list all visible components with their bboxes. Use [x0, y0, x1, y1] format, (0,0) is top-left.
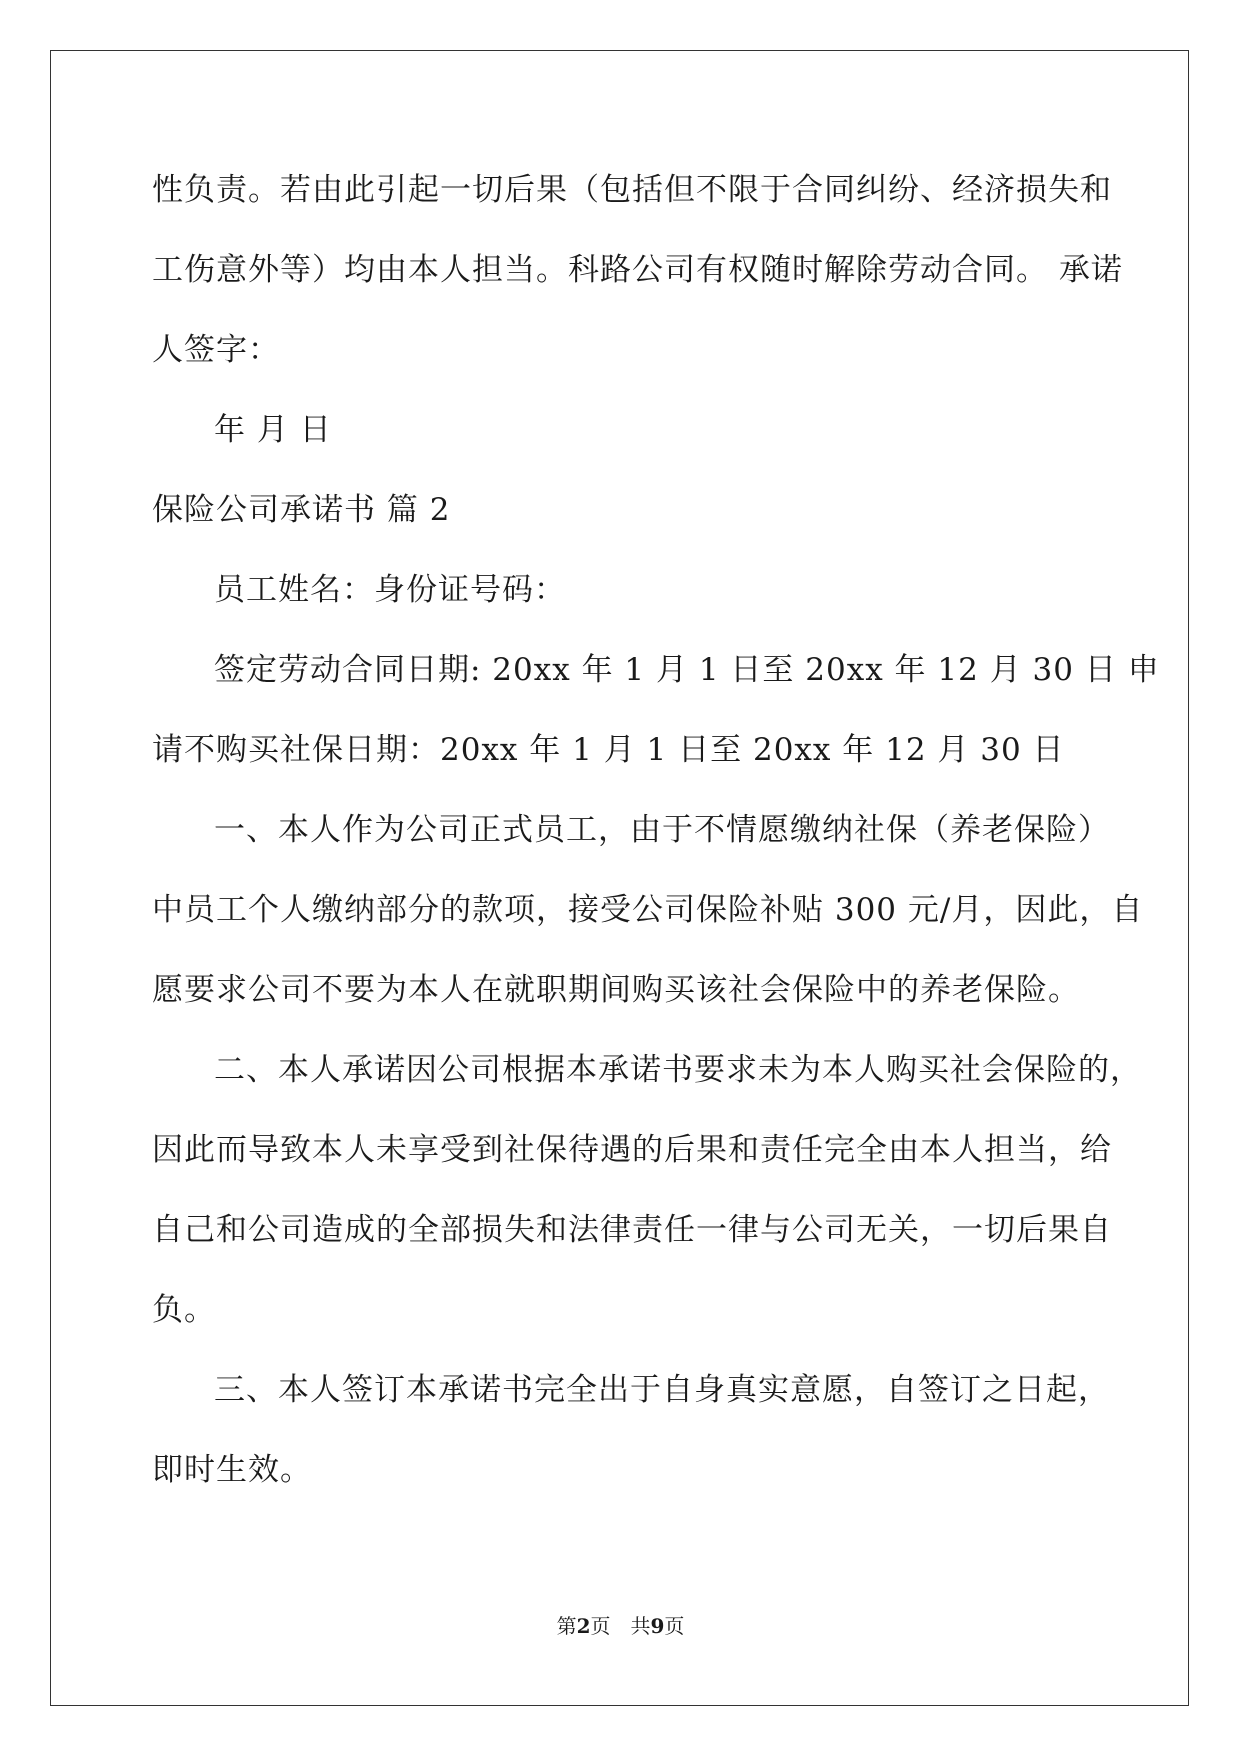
section-heading: 保险公司承诺书 篇 2: [152, 492, 451, 528]
page-suffix: 页: [664, 1614, 685, 1638]
body-line: 工伤意外等）均由本人担当。科路公司有权随时解除劳动合同。 承诺: [152, 252, 1123, 288]
total-page-number: 9: [650, 1614, 665, 1638]
current-page-number: 2: [576, 1614, 591, 1638]
clause-2-line: 自己和公司造成的全部损失和法律责任一律与公司无关，一切后果自: [152, 1212, 1112, 1248]
body-line: 请不购买社保日期：20xx 年 1 月 1 日至 20xx 年 12 月 30 日: [152, 732, 1065, 768]
signature-label: 人签字：: [152, 332, 280, 368]
clause-3-line: 三、本人签订本承诺书完全出于自身真实意愿，自签订之日起，: [214, 1372, 1110, 1408]
body-line: 性负责。若由此引起一切后果（包括但不限于合同纠纷、经济损失和: [152, 172, 1112, 208]
clause-3-line: 即时生效。: [152, 1452, 312, 1488]
clause-1-line: 一、本人作为公司正式员工，由于不情愿缴纳社保（养老保险）: [214, 812, 1110, 848]
page-mid: 页 共: [590, 1614, 651, 1638]
employee-info-line: 员工姓名：身份证号码：: [214, 572, 566, 608]
page-prefix: 第: [556, 1614, 577, 1638]
page-number-footer: [0, 1614, 1241, 1638]
clause-2-line: 因此而导致本人未享受到社保待遇的后果和责任完全由本人担当，给: [152, 1132, 1112, 1168]
body-line: 签定劳动合同日期: 20xx 年 1 月 1 日至 20xx 年 12 月 30 日 申: [214, 652, 1160, 688]
clause-1-line: 愿要求公司不要为本人在就职期间购买该社会保险中的养老保险。: [152, 972, 1080, 1008]
clause-1-line: 中员工个人缴纳部分的款项，接受公司保险补贴 300 元/月，因此，自: [152, 892, 1144, 928]
date-line: 年 月 日: [214, 412, 332, 448]
clause-2-line: 负。: [152, 1292, 216, 1328]
clause-2-line: 二、本人承诺因公司根据本承诺书要求未为本人购买社会保险的，: [214, 1052, 1142, 1088]
